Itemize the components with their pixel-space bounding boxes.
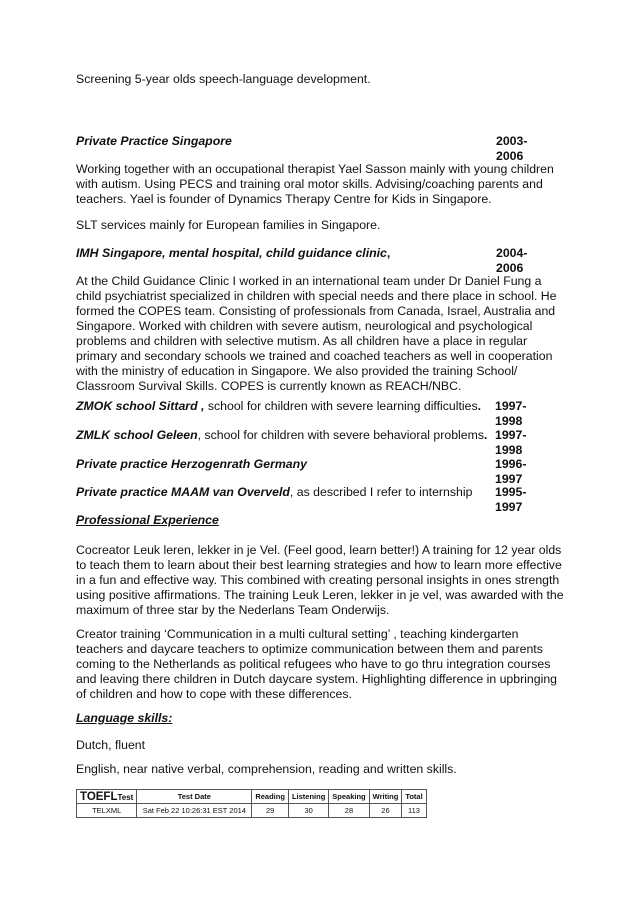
private-singapore-description: Working together with an occupational therapist Yael Sasson mainly with young children with autism. Using PECS and training oral motor skills. Advising/coaching parents and teachers. Yael is founder of Dynamics Therapy Centre for Kids in Singapore. (76, 162, 554, 206)
table-cell: 26 (369, 804, 402, 818)
private-singapore-services: SLT services mainly for European families in Singapore. (76, 218, 381, 232)
entry-title: ZMLK school Geleen (76, 428, 198, 442)
table-header-cell: Writing (369, 790, 402, 804)
table-row (77, 804, 427, 818)
entry-years: 2003-2006 (496, 134, 528, 163)
table-caption: TOEFLTest (77, 790, 137, 804)
entry-years: 1996-1997 (495, 457, 527, 486)
table-cell: 113 (402, 804, 426, 818)
entry-description: school for children with severe learning difficulties (204, 399, 478, 413)
maam-entry (76, 485, 550, 514)
entry-years: 1997-1998 (495, 428, 527, 457)
table-cell: Sat Feb 22 10:26:31 EST 2014 (137, 804, 252, 818)
entry-description: , as described I refer to internship (289, 485, 473, 499)
language-english: English, near native verbal, comprehension, reading and written skills. (76, 762, 457, 776)
entry-years: 1995-1997 (495, 485, 527, 514)
entry-title: Private practice MAAM van Overveld (76, 485, 290, 499)
entry-years: 1997-1998 (495, 399, 527, 428)
table-header-row (77, 790, 427, 804)
entry-title: Private Practice Singapore (76, 134, 232, 148)
language-skills-heading: Language skills: (76, 711, 173, 725)
entry-description: , school for children with severe behavioral problems (197, 428, 485, 442)
entry-title: IMH Singapore, mental hospital, child guidance clinic (76, 246, 387, 260)
table-cell: 30 (288, 804, 328, 818)
zmlk-entry (76, 428, 550, 457)
imh-entry (76, 246, 550, 275)
table-cell: TELXML (77, 804, 137, 818)
table-header-cell: Test Date (137, 790, 252, 804)
herzogenrath-entry (76, 457, 550, 486)
table-cell: 29 (252, 804, 289, 818)
entry-title: Private practice Herzogenrath Germany (76, 457, 307, 471)
professional-experience-heading: Professional Experience (76, 513, 219, 527)
entry-title: ZMOK school Sittard , (76, 399, 205, 413)
imh-description: At the Child Guidance Clinic I worked in an international team under Dr Daniel Fung a child psychiatrist specialized in children with special needs and there place in school. He formed the COPES team. Consisting of professionals from Canada, Israel, Australia and Singapore. Worked with children with severe autism, neurological and psychological problems and children with selective mutism. As all children have a place in regular primary and secondary schools we trained and coached teachers as well in cooperation with the ministry of education in Singapore. We also provided the training School/ Classroom Survival Skills. COPES is currently known as REACH/NBC. (76, 274, 557, 393)
entry-years: 2004-2006 (496, 246, 528, 275)
table-header-cell: Speaking (329, 790, 369, 804)
table-header-cell: Listening (288, 790, 328, 804)
intro-text: Screening 5-year olds speech-language development. (76, 72, 371, 86)
zmok-entry (76, 399, 550, 428)
toefl-score-table (76, 789, 427, 818)
table-header-cell: Reading (252, 790, 289, 804)
table-header-cell: Total (402, 790, 426, 804)
entry-end: . (484, 428, 488, 442)
professional-description-2: Creator training ‘Communication in a multi cultural setting’ , teaching kindergarten teachers and daycare teachers to optimize communication between them and parents coming to the Netherlands as political refugees who have to go thru integration courses and leaving there children in Dutch daycare system. Highlighting difference in upbringing of children and how to cope with these differences. (76, 627, 558, 701)
private-singapore-entry (76, 134, 550, 163)
entry-end: . (477, 399, 482, 413)
professional-description-1: Cocreator Leuk leren, lekker in je Vel. (Feel good, learn better!) A training for 12 year olds to teach them to learn about their best learning strategies and how to learn more effective in a fun and effective way. This combined with creating personal insights in ones strength using positive affirmations. The training Leuk Leren, lekker in je vel, was awarded with the maximum of three star by the Nederlans Team Onderwijs. (76, 543, 564, 617)
table-cell: 28 (329, 804, 369, 818)
language-dutch: Dutch, fluent (76, 738, 146, 752)
entry-title-suffix: , (386, 246, 391, 260)
